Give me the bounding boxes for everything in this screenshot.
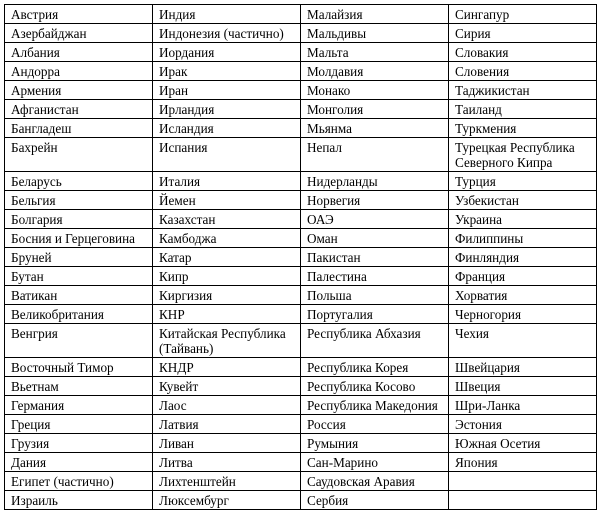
table-row [5,324,597,358]
table-row [5,305,597,324]
table-cell: Ирак [153,62,301,81]
table-cell: Вьетнам [5,377,153,396]
table-cell: Республика Абхазия [301,324,449,358]
table-cell: Сербия [301,491,449,510]
table-cell: КНР [153,305,301,324]
table-cell: Лаос [153,396,301,415]
table-cell: Южная Осетия [449,434,597,453]
table-cell: Италия [153,172,301,191]
table-cell: Кувейт [153,377,301,396]
table-cell: Турецкая Республика Северного Кипра [449,138,597,172]
table-cell: Бельгия [5,191,153,210]
table-cell: Польша [301,286,449,305]
table-cell: Восточный Тимор [5,358,153,377]
table-row [5,119,597,138]
table-cell: Казахстан [153,210,301,229]
table-row [5,358,597,377]
table-cell: Ватикан [5,286,153,305]
table-cell: Палестина [301,267,449,286]
table-row [5,81,597,100]
table-cell: Армения [5,81,153,100]
table-cell: Кипр [153,267,301,286]
table-cell: Иордания [153,43,301,62]
table-cell: Хорватия [449,286,597,305]
table-row [5,415,597,434]
table-cell: Греция [5,415,153,434]
table-row [5,5,597,24]
table-cell: Бангладеш [5,119,153,138]
table-cell: КНДР [153,358,301,377]
table-cell: Бруней [5,248,153,267]
table-cell: Филиппины [449,229,597,248]
table-row [5,377,597,396]
table-cell: Румыния [301,434,449,453]
table-cell: Монако [301,81,449,100]
table-cell: Турция [449,172,597,191]
table-cell: Таиланд [449,100,597,119]
table-cell: Люксембург [153,491,301,510]
table-cell: Испания [153,138,301,172]
table-row [5,229,597,248]
table-cell: Камбоджа [153,229,301,248]
table-cell: Украина [449,210,597,229]
table-row [5,491,597,510]
table-row [5,43,597,62]
table-row [5,453,597,472]
table-row [5,210,597,229]
table-cell: Шри-Ланка [449,396,597,415]
table-cell: Норвегия [301,191,449,210]
table-cell [449,491,597,510]
table-cell: Непал [301,138,449,172]
table-row [5,434,597,453]
table-cell: Азербайджан [5,24,153,43]
table-row [5,138,597,172]
table-cell: Чехия [449,324,597,358]
table-cell: Эстония [449,415,597,434]
table-cell [449,472,597,491]
table-cell: Литва [153,453,301,472]
table-cell: Латвия [153,415,301,434]
countries-table-body [5,5,597,510]
table-cell: Киргизия [153,286,301,305]
table-row [5,100,597,119]
table-row [5,396,597,415]
table-cell: Босния и Герцеговина [5,229,153,248]
table-cell: Финляндия [449,248,597,267]
table-cell: Малайзия [301,5,449,24]
table-cell: Египет (частично) [5,472,153,491]
table-cell: Швеция [449,377,597,396]
table-cell: Оман [301,229,449,248]
table-row [5,62,597,81]
table-cell: Афганистан [5,100,153,119]
table-cell: Черногория [449,305,597,324]
table-cell: ОАЭ [301,210,449,229]
table-cell: Сингапур [449,5,597,24]
table-cell: Нидерланды [301,172,449,191]
table-cell: Франция [449,267,597,286]
table-row [5,267,597,286]
table-cell: Индия [153,5,301,24]
table-cell: Албания [5,43,153,62]
table-cell: Республика Корея [301,358,449,377]
table-cell: Монголия [301,100,449,119]
table-cell: Австрия [5,5,153,24]
table-cell: Мальта [301,43,449,62]
table-cell: Швейцария [449,358,597,377]
table-row [5,248,597,267]
table-cell: Республика Косово [301,377,449,396]
table-cell: Израиль [5,491,153,510]
table-cell: Ливан [153,434,301,453]
table-cell: Иран [153,81,301,100]
table-cell: Туркмения [449,119,597,138]
table-cell: Пакистан [301,248,449,267]
table-cell: Япония [449,453,597,472]
table-cell: Катар [153,248,301,267]
table-cell: Андорра [5,62,153,81]
table-row [5,172,597,191]
table-cell: Бахрейн [5,138,153,172]
table-cell: Мальдивы [301,24,449,43]
table-cell: Португалия [301,305,449,324]
table-cell: Болгария [5,210,153,229]
table-cell: Ирландия [153,100,301,119]
table-cell: Таджикистан [449,81,597,100]
table-cell: Дания [5,453,153,472]
table-cell: Венгрия [5,324,153,358]
table-cell: Германия [5,396,153,415]
table-cell: Мьянма [301,119,449,138]
table-cell: Узбекистан [449,191,597,210]
table-cell: Исландия [153,119,301,138]
table-cell: Сан-Марино [301,453,449,472]
table-cell: Грузия [5,434,153,453]
table-row [5,191,597,210]
table-cell: Республика Македония [301,396,449,415]
table-cell: Великобритания [5,305,153,324]
table-row [5,286,597,305]
table-row [5,472,597,491]
table-cell: Китайская Республика (Тайвань) [153,324,301,358]
table-cell: Словения [449,62,597,81]
table-cell: Сирия [449,24,597,43]
table-cell: Бутан [5,267,153,286]
table-cell: Лихтенштейн [153,472,301,491]
countries-table [4,4,597,510]
table-cell: Беларусь [5,172,153,191]
table-cell: Словакия [449,43,597,62]
table-cell: Россия [301,415,449,434]
table-cell: Индонезия (частично) [153,24,301,43]
table-cell: Молдавия [301,62,449,81]
table-row [5,24,597,43]
table-cell: Саудовская Аравия [301,472,449,491]
table-cell: Йемен [153,191,301,210]
